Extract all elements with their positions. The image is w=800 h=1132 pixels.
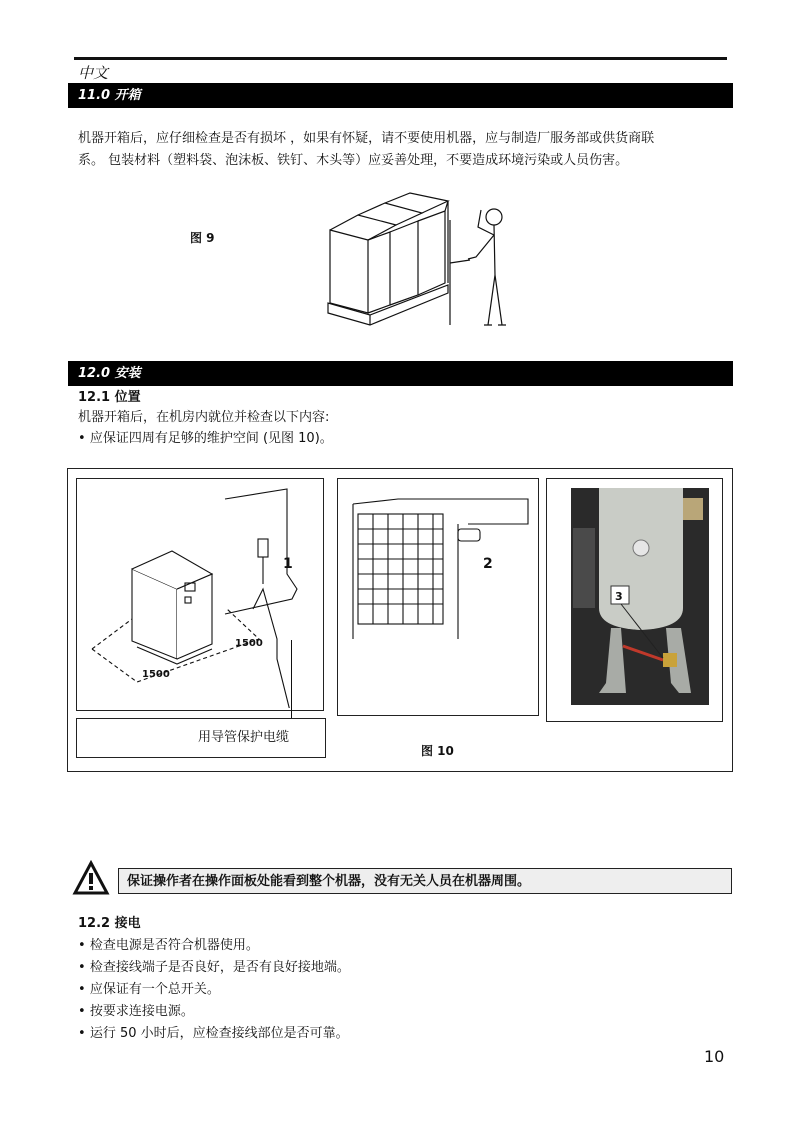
page-number: 10 <box>704 1047 725 1066</box>
callout-3: 3 <box>615 590 623 603</box>
subsection-12-2-bullet-2: • 检查接线端子是否良好，是否有良好接地端。 <box>78 957 350 979</box>
subsection-12-2-bullet-1: • 检查电源是否符合机器使用。 <box>78 935 259 957</box>
figure-9-unpacking-illustration <box>300 185 525 335</box>
subsection-12-1-text: 机器开箱后，在机房内就位并检查以下内容: <box>78 410 330 425</box>
language-label: 中文 <box>78 64 109 82</box>
subsection-12-1-bullet: • 应保证四周有足够的维护空间 (见图 10)。 <box>78 428 333 450</box>
callout-2: 2 <box>483 556 493 572</box>
header-rule <box>74 57 727 60</box>
subsection-12-1-title: 12.1 位置 <box>78 390 141 405</box>
warning-triangle-icon <box>72 860 110 896</box>
figure-10-label: 图 10 <box>421 744 454 758</box>
section-12-heading: 12.0 安装 <box>68 361 733 386</box>
subsection-12-2-title: 12.2 接电 <box>78 916 141 931</box>
dimension-label-a: 1500 <box>235 638 263 649</box>
section-11-text-line1: 机器开箱后，应仔细检查是否有损坏 ，如果有怀疑，请不要使用机器，应与制造厂服务部或供货商联 <box>78 131 655 146</box>
callout-1: 1 <box>283 556 293 572</box>
warning-message: 保证操作者在操作面板处能看到整个机器，没有无关人员在机器周围。 <box>118 868 732 894</box>
subsection-12-2-bullet-5: • 运行 50 小时后，应检查接线部位是否可靠。 <box>78 1023 349 1045</box>
clearance-diagram <box>77 479 321 708</box>
figure-9-label: 图 9 <box>190 231 215 245</box>
caption-leader-line <box>291 640 292 718</box>
section-11-heading: 11.0 开箱 <box>68 83 733 108</box>
air-tank-photo <box>571 488 709 705</box>
ventilation-grille-diagram <box>338 479 536 713</box>
subsection-12-2-bullet-4: • 按要求连接电源。 <box>78 1001 194 1023</box>
section-11-text-line2: 系。 包装材料（塑料袋、泡沫板、铁钉、木头等）应妥善处理，不要造成环境污染或人员伤害。 <box>78 153 629 168</box>
cable-caption: 用导管保护电缆 <box>198 730 290 745</box>
dimension-label-b: 1500 <box>142 669 170 680</box>
subsection-12-2-bullet-3: • 应保证有一个总开关。 <box>78 979 220 1001</box>
